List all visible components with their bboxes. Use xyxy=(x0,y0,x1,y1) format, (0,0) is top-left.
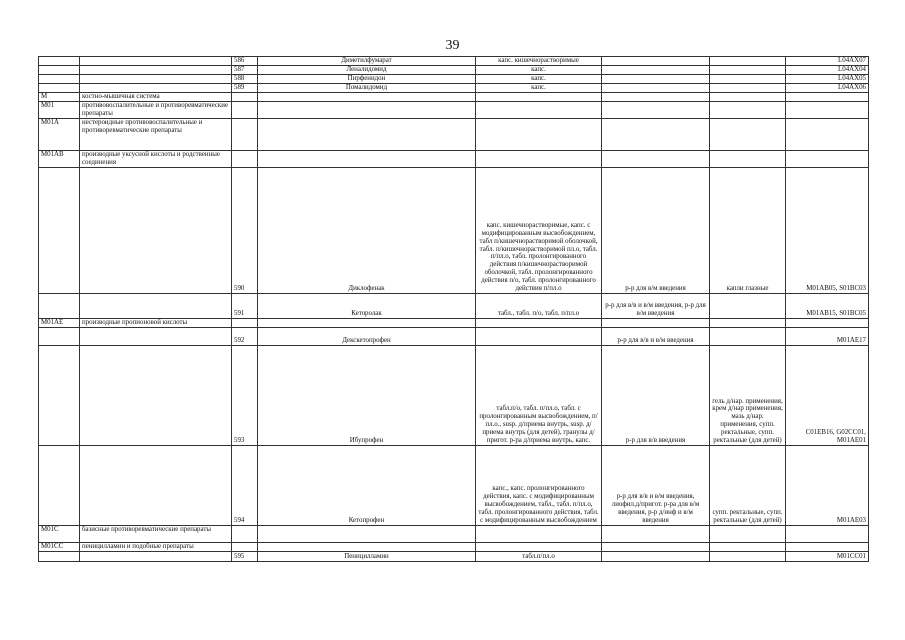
atc-group-code-cell: M xyxy=(39,93,80,102)
table-row xyxy=(39,84,869,93)
row-number-cell: 595 xyxy=(232,552,258,562)
other-form-cell xyxy=(710,84,786,93)
table-row xyxy=(39,151,869,168)
atc-group-code-cell xyxy=(39,294,80,319)
injection-form-cell xyxy=(602,93,710,102)
other-form-cell xyxy=(710,57,786,66)
injection-form-cell xyxy=(602,57,710,66)
atc-code-cell xyxy=(786,526,869,543)
dosage-form-cell: капс. xyxy=(476,84,602,93)
group-name-cell: костно-мышечная система xyxy=(80,93,232,102)
dosage-form-cell: капс. xyxy=(476,75,602,84)
injection-form-cell xyxy=(602,102,710,119)
dosage-form-cell xyxy=(476,319,602,328)
atc-group-code-cell: M01AB xyxy=(39,151,80,168)
atc-group-code-cell xyxy=(39,66,80,75)
table-row xyxy=(39,66,869,75)
dosage-form-cell xyxy=(476,93,602,102)
drug-name-cell: Диметилфумарат xyxy=(258,57,476,66)
drug-name-cell: Пирфенидон xyxy=(258,75,476,84)
dosage-form-cell xyxy=(476,543,602,552)
row-number-cell xyxy=(232,526,258,543)
dosage-form-cell: капс. кишечнорастворимые xyxy=(476,57,602,66)
atc-code-cell: L04AX05 xyxy=(786,75,869,84)
drug-name-cell xyxy=(258,102,476,119)
injection-form-cell xyxy=(602,119,710,151)
table-row xyxy=(39,526,869,543)
table-row xyxy=(39,346,869,446)
table-row xyxy=(39,119,869,151)
row-number-cell xyxy=(232,102,258,119)
drug-name-cell: Ибупрофен xyxy=(258,346,476,446)
drug-name-cell: Пеницилламин xyxy=(258,552,476,562)
table-row xyxy=(39,319,869,328)
row-number-cell: 590 xyxy=(232,168,258,294)
row-number-cell: 594 xyxy=(232,446,258,526)
drug-name-cell xyxy=(258,319,476,328)
atc-group-code-cell xyxy=(39,552,80,562)
injection-form-cell: р-р для в/в и в/м введения, лиофил.д/пригот. р-ра для в/м введения, р-р д/инф и в/м введения xyxy=(602,446,710,526)
injection-form-cell xyxy=(602,66,710,75)
atc-group-code-cell xyxy=(39,57,80,66)
group-name-cell: противовоспалительные и противоревматические препараты xyxy=(80,102,232,119)
group-name-cell: пеницилламин и подобные препараты xyxy=(80,543,232,552)
row-number-cell: 587 xyxy=(232,66,258,75)
drug-name-cell xyxy=(258,93,476,102)
other-form-cell xyxy=(710,552,786,562)
row-number-cell: 593 xyxy=(232,346,258,446)
other-form-cell xyxy=(710,93,786,102)
dosage-form-cell xyxy=(476,526,602,543)
dosage-form-cell: капс. кишечнорастворимые, капс. с модифицированным высвобождением, табл п/кишечнорастворимой оболочкой, табл. п/кишечнорастворимой пл.о, табл. п/пл.о, табл. пролонгированного действия п/кишечнорастворимой оболочкой, табл. пролонгированного действия п/о, табл. пролонгированного действия п/пл.о xyxy=(476,168,602,294)
other-form-cell xyxy=(710,102,786,119)
group-name-cell: производные пропионовой кислоты xyxy=(80,319,232,328)
other-form-cell xyxy=(710,328,786,346)
other-form-cell xyxy=(710,151,786,168)
table-row xyxy=(39,102,869,119)
dosage-form-cell xyxy=(476,102,602,119)
atc-group-code-cell xyxy=(39,446,80,526)
other-form-cell xyxy=(710,526,786,543)
page-number: 39 xyxy=(445,38,460,53)
group-name-cell xyxy=(80,75,232,84)
table-row xyxy=(39,543,869,552)
dosage-form-cell xyxy=(476,151,602,168)
group-name-cell: нестероидные противовоспалительные и противоревматические препараты xyxy=(80,119,232,151)
other-form-cell: гель д/нар. применения, крем д/нар применения, мазь д/нар. применения, супп. ректальные, супп. ректальные (для детей) xyxy=(710,346,786,446)
atc-code-cell xyxy=(786,102,869,119)
table-row xyxy=(39,93,869,102)
atc-code-cell xyxy=(786,151,869,168)
injection-form-cell xyxy=(602,552,710,562)
injection-form-cell xyxy=(602,151,710,168)
drug-name-cell: Кетопрофен xyxy=(258,446,476,526)
atc-code-cell: L04AX07 xyxy=(786,57,869,66)
dosage-form-cell: табл., табл. п/о, табл. п/пл.о xyxy=(476,294,602,319)
atc-code-cell: C01EB16, G02CC01, M01AE01 xyxy=(786,346,869,446)
injection-form-cell xyxy=(602,84,710,93)
group-name-cell xyxy=(80,446,232,526)
group-name-cell xyxy=(80,328,232,346)
atc-group-code-cell xyxy=(39,328,80,346)
row-number-cell xyxy=(232,93,258,102)
dosage-form-cell: капс., капс. пролонгированного действия, капс. с модифицированным высвобождением, табл., табл. п/пл.о, табл. пролонгированного действия, табл. с модифицированным высвобождением xyxy=(476,446,602,526)
table-row xyxy=(39,57,869,66)
row-number-cell: 588 xyxy=(232,75,258,84)
other-form-cell xyxy=(710,119,786,151)
group-name-cell xyxy=(80,57,232,66)
row-number-cell xyxy=(232,151,258,168)
drug-name-cell xyxy=(258,151,476,168)
group-name-cell xyxy=(80,552,232,562)
other-form-cell xyxy=(710,319,786,328)
group-name-cell xyxy=(80,84,232,93)
row-number-cell xyxy=(232,543,258,552)
drug-name-cell: Декскетопрофен xyxy=(258,328,476,346)
atc-code-cell xyxy=(786,319,869,328)
atc-group-code-cell: M01CC xyxy=(39,543,80,552)
atc-group-code-cell: M01A xyxy=(39,119,80,151)
atc-code-cell: M01AE17 xyxy=(786,328,869,346)
group-name-cell xyxy=(80,66,232,75)
injection-form-cell xyxy=(602,526,710,543)
drug-name-cell xyxy=(258,119,476,151)
other-form-cell xyxy=(710,543,786,552)
atc-group-code-cell: M01 xyxy=(39,102,80,119)
atc-code-cell: M01AB05, S01BC03 xyxy=(786,168,869,294)
dosage-form-cell: капс. xyxy=(476,66,602,75)
injection-form-cell: р-р для в/м введения xyxy=(602,168,710,294)
group-name-cell xyxy=(80,294,232,319)
atc-code-cell: L04AX04 xyxy=(786,66,869,75)
injection-form-cell xyxy=(602,75,710,84)
row-number-cell: 586 xyxy=(232,57,258,66)
atc-code-cell xyxy=(786,93,869,102)
injection-form-cell: р-р для в/в введения xyxy=(602,346,710,446)
dosage-form-cell: табл.п/о, табл. п/пл.о, табл. с пролонгированным высвобождением, п/пл.о., susp. д/приема внутрь, susp. д/приема внутрь (для детей), гранулы д/пригот. р-ра д/приема внутрь, капс. xyxy=(476,346,602,446)
table-body xyxy=(39,57,869,562)
drug-name-cell: Диклофенак xyxy=(258,168,476,294)
atc-group-code-cell xyxy=(39,168,80,294)
atc-group-code-cell xyxy=(39,84,80,93)
drug-name-cell xyxy=(258,543,476,552)
atc-code-cell: L04AX06 xyxy=(786,84,869,93)
row-number-cell: 591 xyxy=(232,294,258,319)
table-row xyxy=(39,294,869,319)
row-number-cell: 589 xyxy=(232,84,258,93)
atc-group-code-cell xyxy=(39,75,80,84)
row-number-cell xyxy=(232,119,258,151)
drug-name-cell: Леналидомид xyxy=(258,66,476,75)
injection-form-cell xyxy=(602,319,710,328)
group-name-cell: производные уксусной кислоты и родственные соединения xyxy=(80,151,232,168)
drug-name-cell: Помалидомид xyxy=(258,84,476,93)
atc-code-cell xyxy=(786,543,869,552)
other-form-cell xyxy=(710,66,786,75)
injection-form-cell: р-р для в/в и в/м введения, р-р для в/м введения xyxy=(602,294,710,319)
drug-register-table xyxy=(38,56,869,562)
table-row xyxy=(39,446,869,526)
table-row xyxy=(39,168,869,294)
table-row xyxy=(39,552,869,562)
other-form-cell xyxy=(710,75,786,84)
dosage-form-cell xyxy=(476,119,602,151)
atc-group-code-cell xyxy=(39,346,80,446)
atc-code-cell: M01CC01 xyxy=(786,552,869,562)
other-form-cell: капли глазные xyxy=(710,168,786,294)
drug-name-cell xyxy=(258,526,476,543)
other-form-cell: супп. ректальные, супп. ректальные (для детей) xyxy=(710,446,786,526)
dosage-form-cell xyxy=(476,328,602,346)
group-name-cell xyxy=(80,346,232,446)
row-number-cell: 592 xyxy=(232,328,258,346)
atc-code-cell: M01AE03 xyxy=(786,446,869,526)
row-number-cell xyxy=(232,319,258,328)
injection-form-cell xyxy=(602,543,710,552)
group-name-cell xyxy=(80,168,232,294)
atc-code-cell: M01AB15, S01BC05 xyxy=(786,294,869,319)
group-name-cell: базисные противоревматические препараты xyxy=(80,526,232,543)
atc-group-code-cell: M01C xyxy=(39,526,80,543)
dosage-form-cell: табл.п/пл.о xyxy=(476,552,602,562)
injection-form-cell: р-р для в/в и в/м введения xyxy=(602,328,710,346)
drug-name-cell: Кеторолак xyxy=(258,294,476,319)
other-form-cell xyxy=(710,294,786,319)
table-row xyxy=(39,75,869,84)
atc-group-code-cell: M01AE xyxy=(39,319,80,328)
atc-code-cell xyxy=(786,119,869,151)
table-row xyxy=(39,328,869,346)
